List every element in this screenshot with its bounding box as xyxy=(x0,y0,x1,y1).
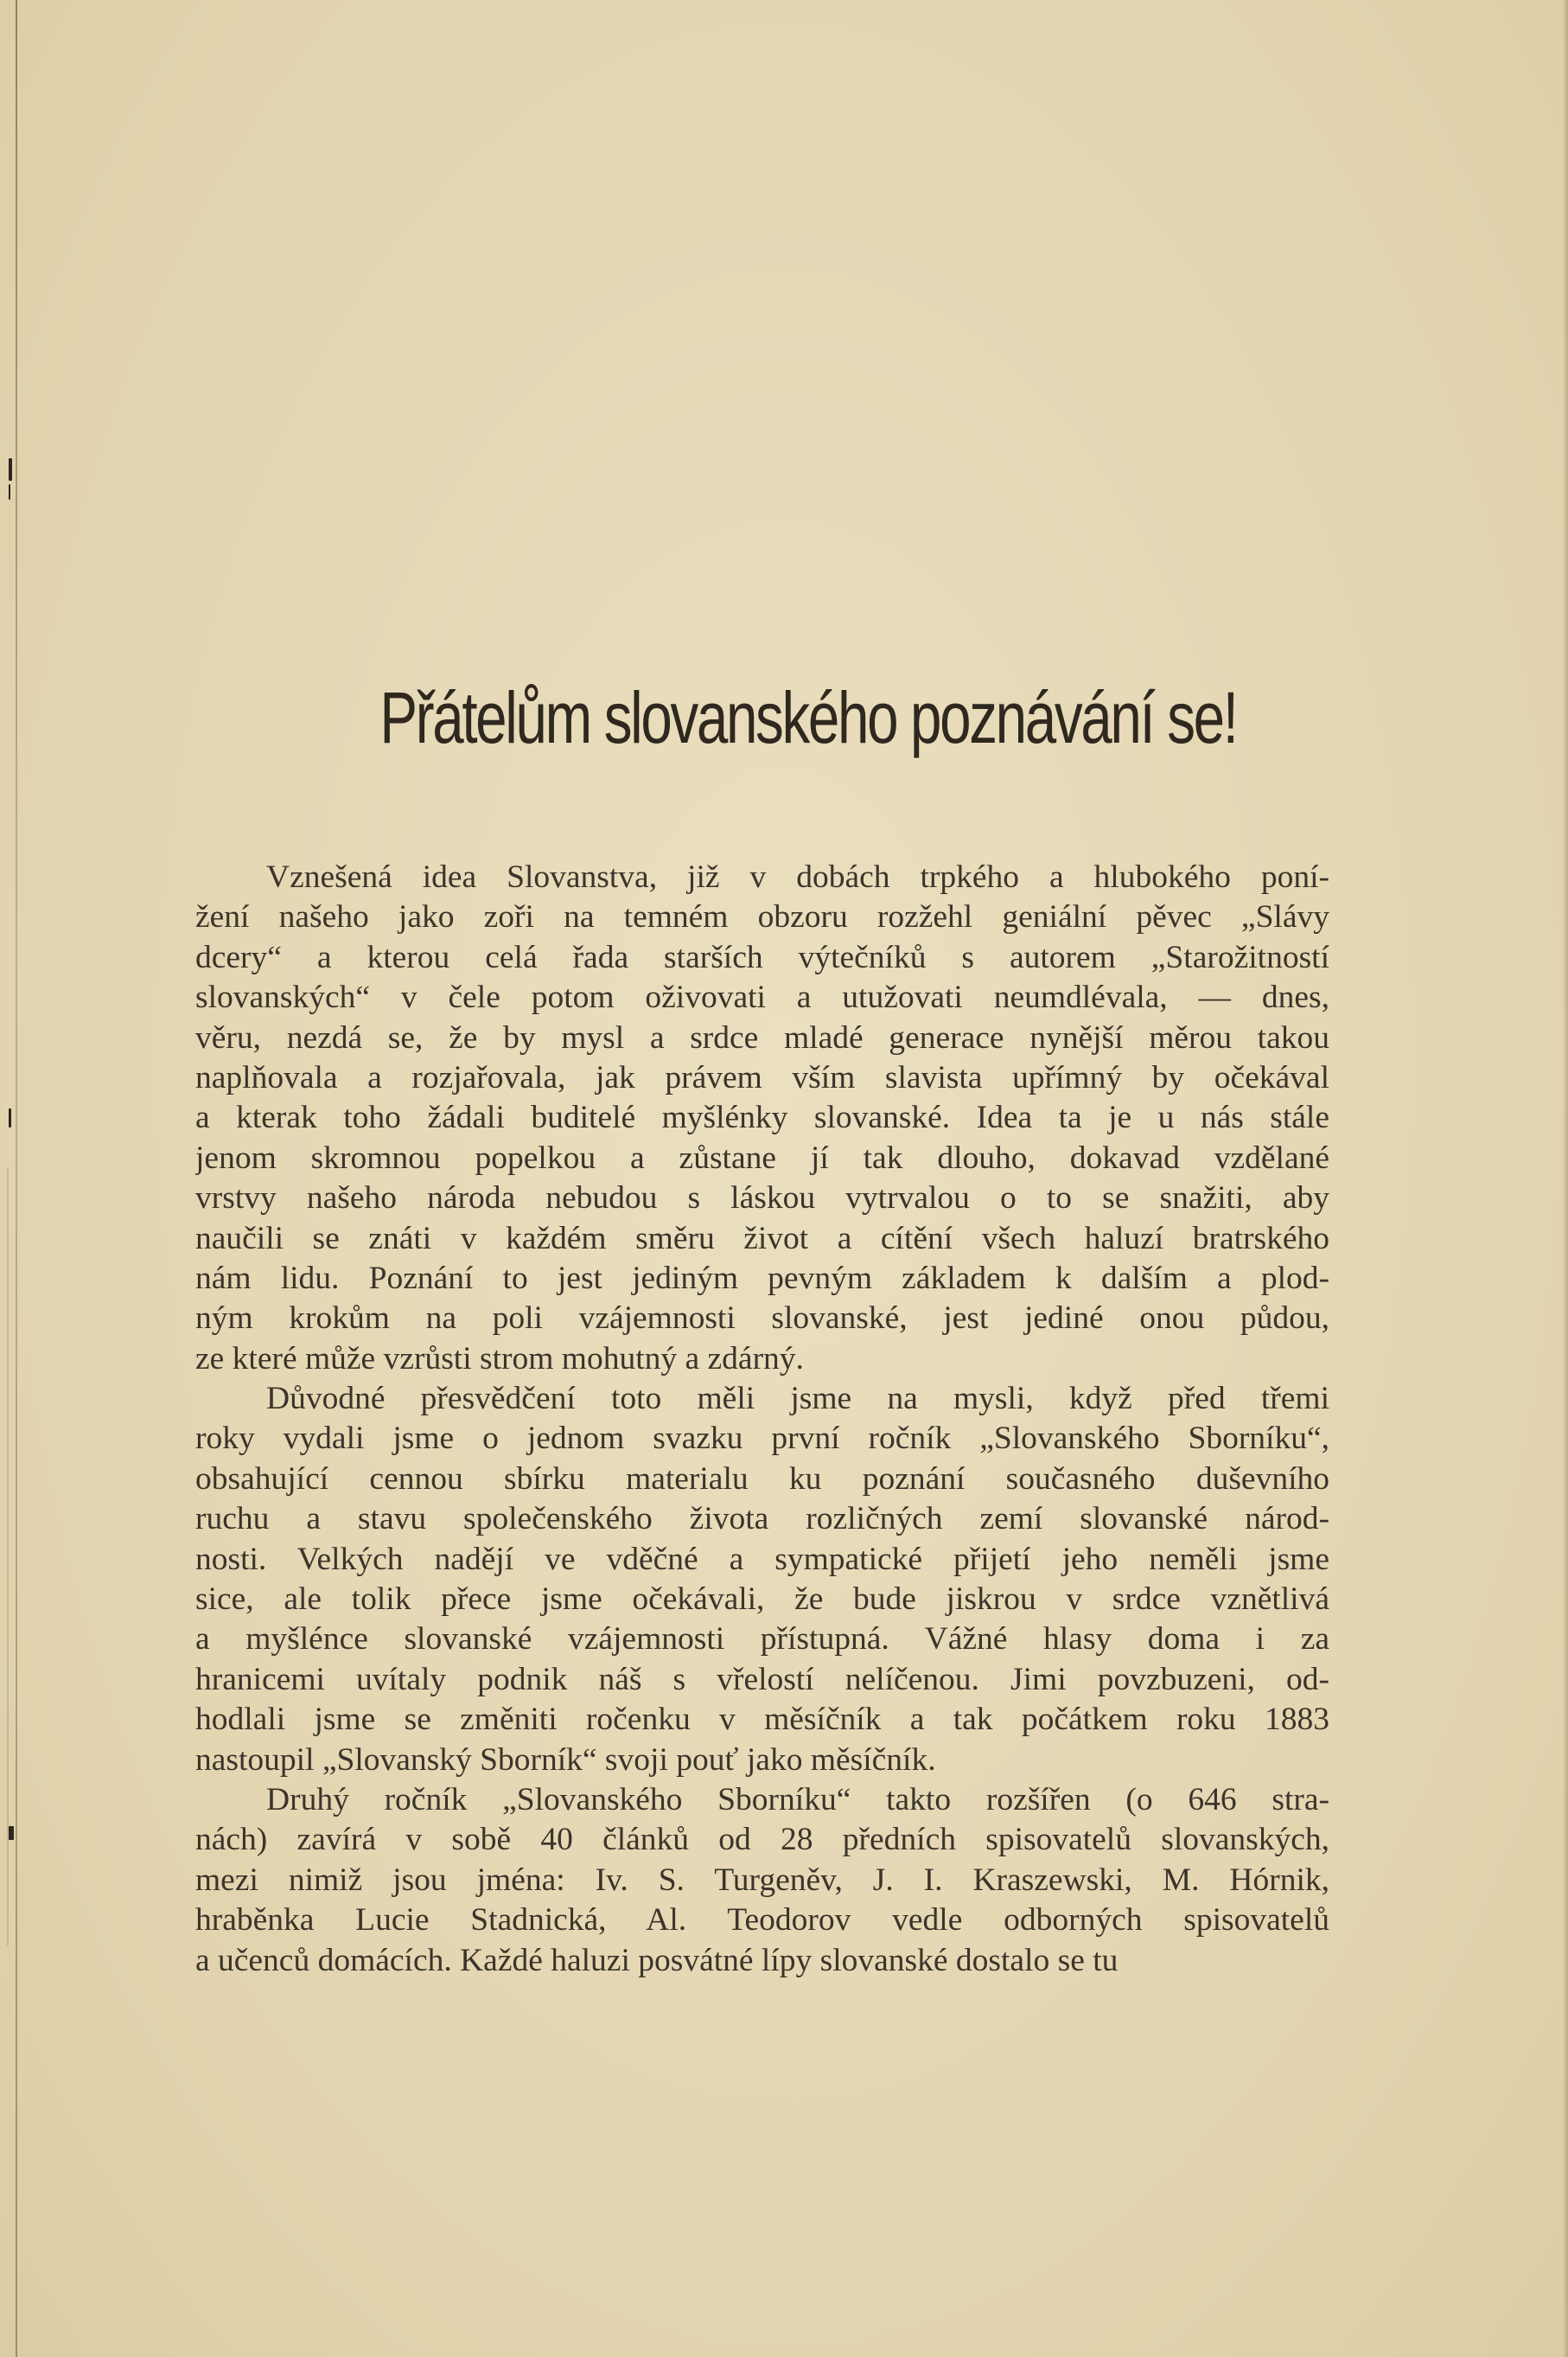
page-title: Přátelům slovanského poznávání se! xyxy=(379,677,1237,758)
text-line: a myšlénce slovanské vzájemnosti přístupná. Vážné hlasy doma i za xyxy=(195,1621,1329,1658)
text-line: jenom skromnou popelkou a zůstane jí tak dlouho, dokavad vzdělané xyxy=(195,1140,1329,1176)
binding-mark xyxy=(9,1108,11,1127)
text-line: hodlali jsme se změniti ročenku v měsíčník a tak počátkem roku 1883 xyxy=(195,1702,1329,1738)
text-line: ným krokům na poli vzájemnosti slovanské, jest jediné onou půdou, xyxy=(195,1300,1329,1337)
text-line: sice, ale tolik přece jsme očekávali, že bude jiskrou v srdce vznětlivá xyxy=(195,1581,1329,1618)
binding-mark xyxy=(9,458,12,481)
text-line: mezi nimiž jsou jména: Iv. S. Turgeněv, J. I. Kraszewski, M. Hórnik, xyxy=(195,1862,1329,1898)
paragraph xyxy=(195,858,1329,1379)
paragraph xyxy=(195,1379,1329,1780)
page-right-edge xyxy=(1563,0,1568,2357)
body-text xyxy=(195,858,1329,1981)
paragraph xyxy=(195,1780,1329,1981)
text-line: nosti. Velkých nadějí ve vděčné a sympatické přijetí jeho neměli jsme xyxy=(195,1541,1329,1577)
text-line: Vznešená idea Slovanstva, již v dobách trpkého a hlubokého poní- xyxy=(266,859,1329,895)
text-line: nastoupil „Slovanský Sborník“ svoji pouť jako měsíčník. xyxy=(195,1741,936,1778)
text-line: hranicemi uvítaly podnik náš s vřelostí nelíčenou. Jimi povzbuzeni, od- xyxy=(195,1661,1329,1697)
text-line: obsahující cennou sbírku materialu ku poznání současného duševního xyxy=(195,1460,1329,1497)
text-line: žení našeho jako zoři na temném obzoru rozžehl geniální pěvec „Slávy xyxy=(195,899,1329,936)
text-line: dcery“ a kterou celá řada starších výtečníků s autorem „Starožitností xyxy=(195,939,1329,975)
text-line: vrstvy našeho národa nebudou s láskou vytrvalou o to se snažiti, aby xyxy=(195,1180,1329,1217)
text-line: naplňovala a rozjařovala, jak právem vším slavista upřímný by očekával xyxy=(195,1059,1329,1095)
text-line: hraběnka Lucie Stadnická, Al. Teodorov vedle odborných spisovatelů xyxy=(195,1902,1329,1939)
page-binding-edge xyxy=(16,0,17,2357)
text-line: Druhý ročník „Slovanského Sborníku“ takto rozšířen (o 646 stra- xyxy=(266,1781,1329,1817)
text-line: roky vydali jsme o jednom svazku první ročník „Slovanského Sborníku“, xyxy=(195,1421,1329,1457)
binding-mark xyxy=(9,1826,14,1840)
text-line: naučili se znáti v každém směru život a cítění všech haluzí bratrského xyxy=(195,1220,1329,1256)
text-line: nách) zavírá v sobě 40 článků od 28 předních spisovatelů slovanských, xyxy=(195,1822,1329,1858)
binding-mark xyxy=(9,484,10,500)
text-line: ze které může vzrůsti strom mohutný a zdárný. xyxy=(195,1340,804,1377)
text-line: slovanských“ v čele potom oživovati a utužovati neumdlévala, — dnes, xyxy=(195,980,1329,1016)
text-line: věru, nezdá se, že by mysl a srdce mladé generace nynější měrou takou xyxy=(195,1019,1329,1056)
text-line: Důvodné přesvědčení toto měli jsme na mysli, když před třemi xyxy=(266,1381,1329,1417)
text-line: a učenců domácích. Každé haluzi posvátné lípy slovanské dostalo se tu xyxy=(195,1942,1119,1978)
text-line: a kterak toho žádali buditelé myšlénky slovanské. Idea ta je u nás stále xyxy=(195,1100,1329,1136)
text-line: nám lidu. Poznání to jest jediným pevným základem k dalším a plod- xyxy=(195,1260,1329,1296)
text-line: ruchu a stavu společenského života rozličných zemí slovanské národ- xyxy=(195,1501,1329,1537)
